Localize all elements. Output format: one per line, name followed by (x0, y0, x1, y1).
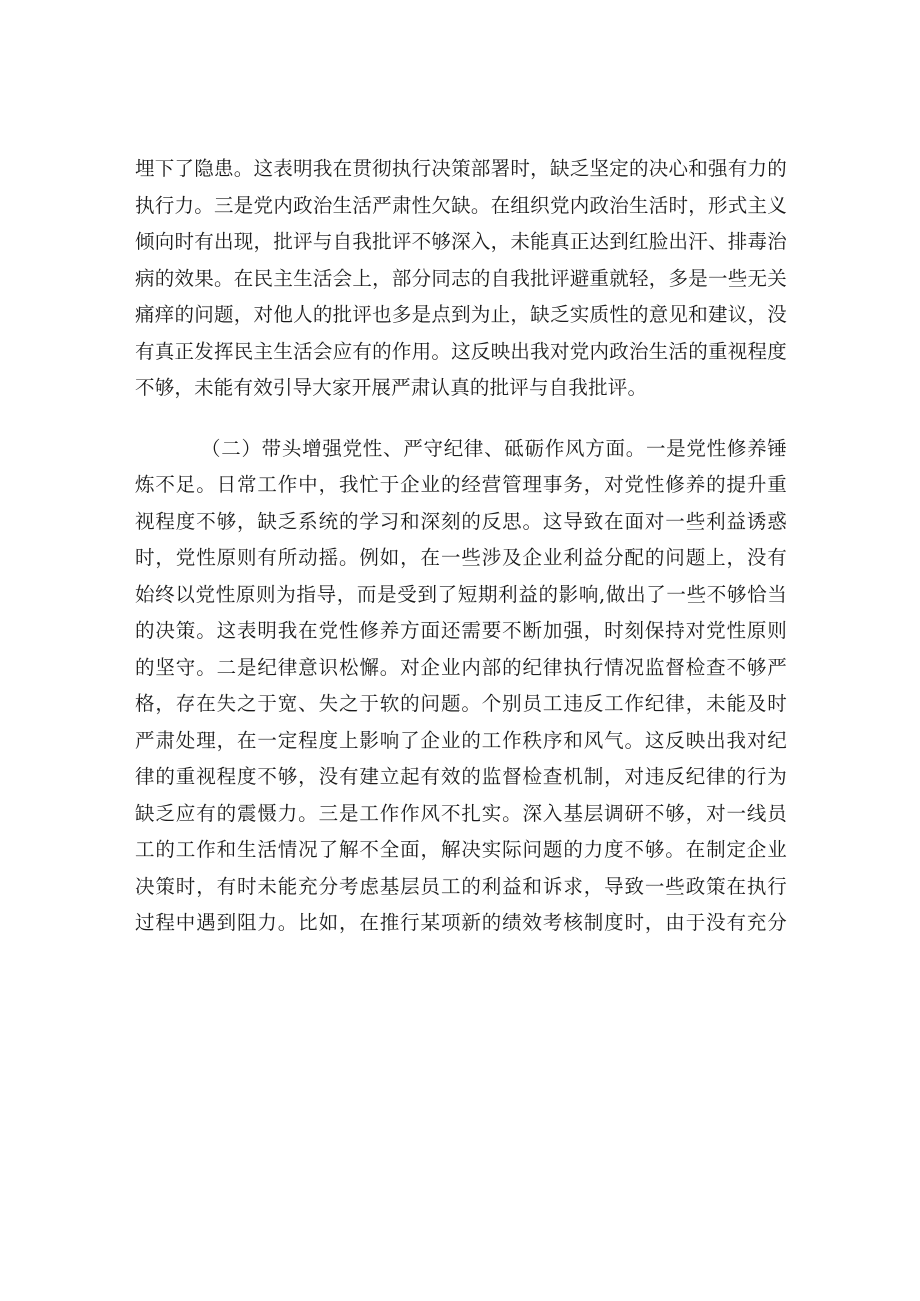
text-line: 炼不足。日常工作中，我忙于企业的经营管理事务，对党性修养的提升重 (135, 473, 787, 496)
paragraph-spacer (135, 407, 787, 431)
text-line: 痛痒的问题，对他人的批评也多是点到为止，缺乏实质性的意见和建议，没 (135, 303, 787, 326)
text-line: 决策时，有时未能充分考虑基层员工的利益和诉求，导致一些政策在执行 (135, 874, 787, 898)
text-line: 执行力。三是党内政治生活严肃性欠缺。在组织党内政治生活时，形式主义 (135, 193, 787, 217)
text-line: 有真正发挥民主生活会应有的作用。这反映出我对党内政治生活的重视程度 (135, 339, 787, 363)
text-line: 的决策。这表明我在党性修养方面还需要不断加强，时刻保持对党性原则 (135, 619, 787, 642)
paragraph-2 (135, 431, 787, 942)
section-heading-line: （二）带头增强党性、严守纪律、砥砺作风方面。一是党性修养锤 (201, 436, 787, 460)
text-line: 不够，未能有效引导大家开展严肃认真的批评与自我批评。 (135, 376, 648, 399)
text-line: 病的效果。在民主生活会上，部分同志的自我批评避重就轻，多是一些无关 (135, 266, 787, 290)
text-line: 律的重视程度不够，没有建立起有效的监督检查机制，对违反纪律的行为 (135, 765, 787, 788)
text-line: 的坚守。二是纪律意识松懈。对企业内部的纪律执行情况监督检查不够严 (135, 655, 787, 679)
paragraph-1 (135, 151, 787, 407)
text-line: 视程度不够，缺乏系统的学习和深刻的反思。这导致在面对一些利益诱惑 (135, 509, 787, 533)
text-line: 过程中遇到阻力。比如，在推行某项新的绩效考核制度时，由于没有充分 (135, 911, 787, 934)
text-line: 倾向时有出现，批评与自我批评不够深入，未能真正达到红脸出汗、排毒治 (135, 230, 787, 253)
text-line: 时，党性原则有所动摇。例如，在一些涉及企业利益分配的问题上，没有 (135, 546, 787, 569)
text-line: 始终以党性原则为指导，而是受到了短期利益的影响,做出了一些不够恰当 (135, 582, 787, 606)
document-body (135, 151, 787, 942)
text-line: 格，存在失之于宽、失之于软的问题。个别员工违反工作纪律，未能及时 (135, 692, 787, 715)
text-line: 工的工作和生活情况了解不全面，解决实际问题的力度不够。在制定企业 (135, 838, 787, 861)
text-line: 埋下了隐患。这表明我在贯彻执行决策部署时，缺乏坚定的决心和强有力的 (135, 157, 787, 180)
text-line: 严肃处理，在一定程度上影响了企业的工作秩序和风气。这反映出我对纪 (135, 728, 787, 752)
text-line: 缺乏应有的震慑力。三是工作作风不扎实。深入基层调研不够，对一线员 (135, 801, 787, 825)
